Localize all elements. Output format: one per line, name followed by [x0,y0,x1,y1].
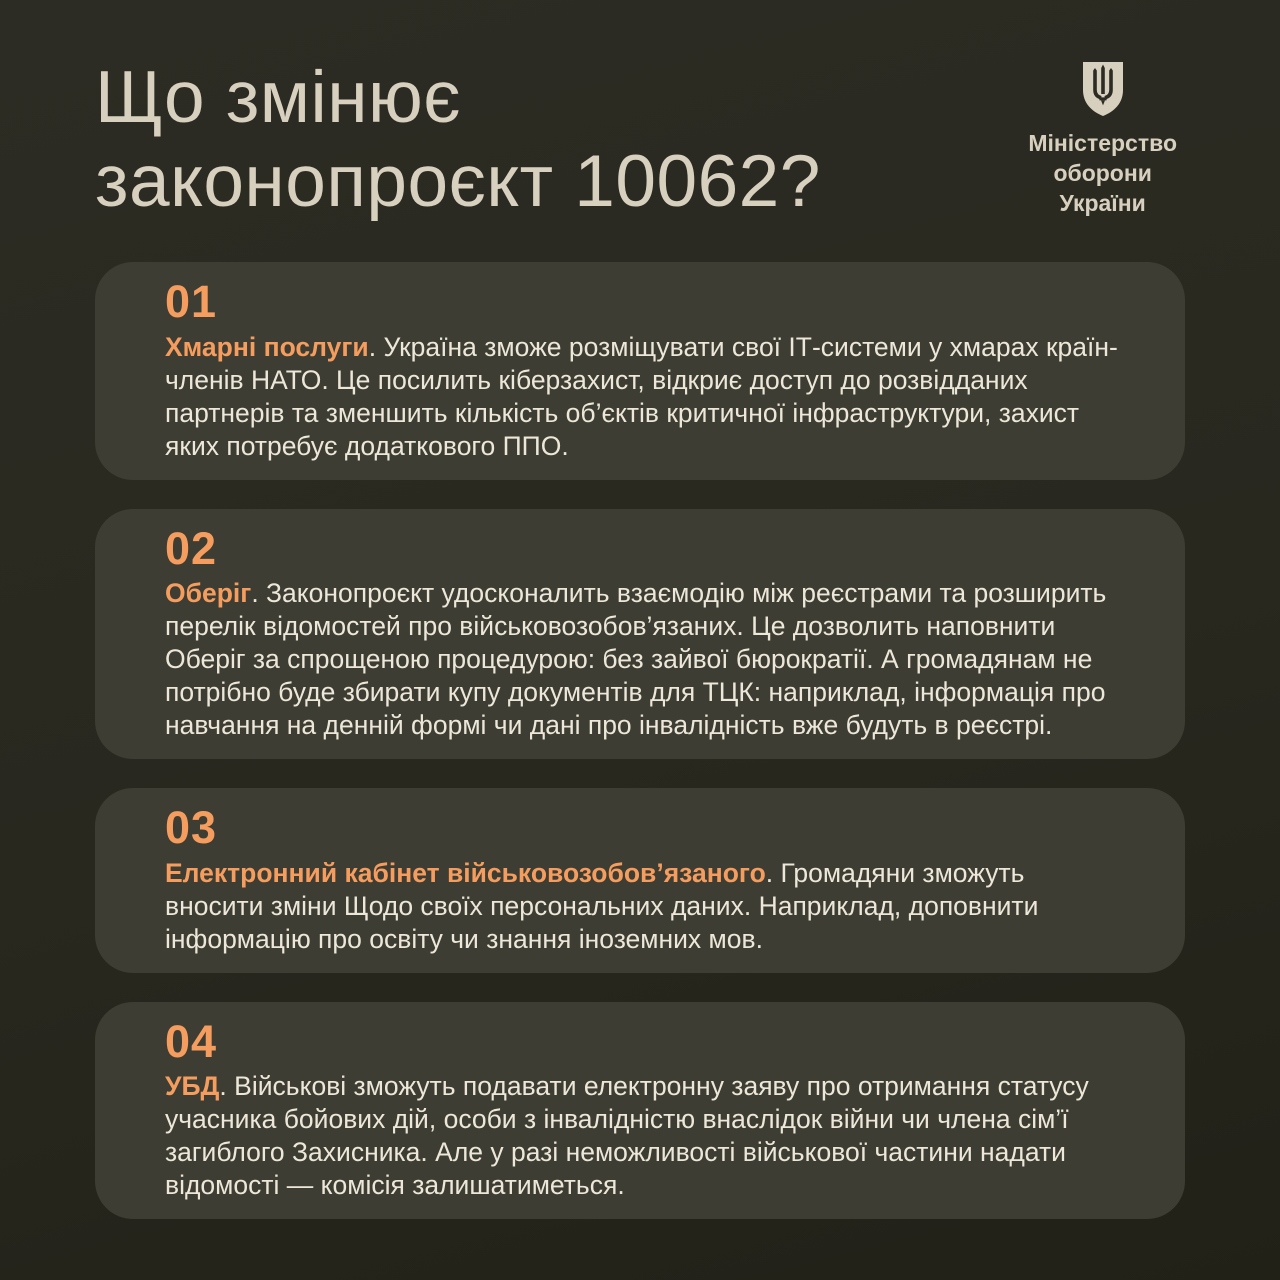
card-text [165,1070,1127,1202]
card-body: . Військові зможуть подавати електронну заяву про отримання статусу учасника бойових дій, особи з інвалідністю внаслідок війни чи члена сім’ї загиблого Захисника. Але у разі неможливості військової частини надати відомості — комісія залишатиметься. [165,1071,1089,1200]
card-body: . Законопроєкт удосконалить взаємодію між реєстрами та розширить перелік відомостей про військовозобов’язаних. Це дозволить наповнити Оберіг за спрощеною процедурою: без зайвої бюрократії. А громадянам не потрібно буде збирати купу документів для ТЦК: наприклад, інформація про навчання на денній формі чи дані про інвалідність вже будуть в реєстрі. [165,578,1107,740]
card-text [165,331,1127,463]
card-number: 03 [165,802,218,853]
card-lead: Оберіг [165,578,252,608]
card-lead: Електронний кабінет військовозобов’язаного [165,857,766,888]
page-title-line2: законопроєкт 10062? [95,141,821,222]
ministry-logo [1028,60,1177,218]
cards-list [95,262,1185,1219]
card-03-electronic-cabinet [95,788,1185,973]
card-04-ubd-status [95,1002,1185,1220]
trident-shield-icon [1080,60,1126,118]
card-number: 01 [165,276,218,327]
ministry-name-line3: України [1059,190,1146,216]
header [95,56,1185,224]
card-text [165,857,1127,956]
card-lead: Хмарні послуги [165,331,369,362]
page-title [95,56,821,224]
card-body: . Україна зможе розміщувати свої ІТ-системи у хмарах країн-членів НАТО. Це посилить кіберзахист, відкриє доступ до розвідданих партнерів та зменшить кількість об’єктів критичної інфраструктури, захист яких потребує додаткового ППО. [165,331,1118,461]
ministry-name-line2: оборони [1053,160,1152,186]
card-number: 04 [165,1015,218,1067]
card-number: 02 [165,522,218,574]
card-lead: УБД [165,1071,220,1101]
card-02-oberih-registry [95,509,1185,760]
card-body: . Громадяни зможуть вносити зміни Щодо своїх персональних даних. Наприклад, доповнити інформацію про освіту чи знання іноземних мов. [165,857,1039,954]
ministry-name [1028,128,1177,218]
card-01-cloud-services [95,262,1185,480]
card-text [165,577,1127,742]
ministry-name-line1: Міністерство [1028,130,1177,156]
page-title-line1: Що змінює [95,57,462,138]
